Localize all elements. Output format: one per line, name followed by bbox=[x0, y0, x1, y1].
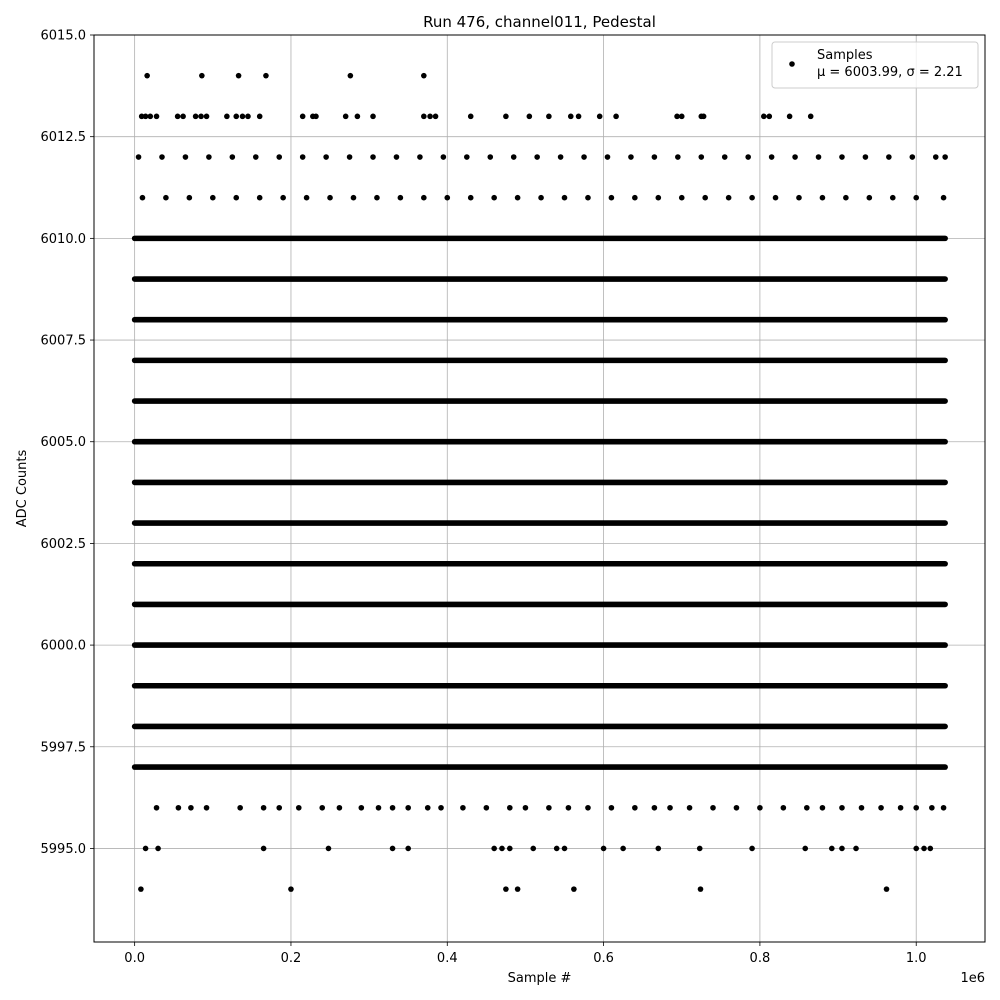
data-point bbox=[601, 846, 607, 852]
data-point bbox=[233, 114, 239, 120]
data-point bbox=[337, 805, 343, 811]
data-point bbox=[276, 805, 282, 811]
data-point bbox=[405, 805, 411, 811]
legend-stats: μ = 6003.99, σ = 2.21 bbox=[817, 65, 963, 80]
data-point bbox=[233, 195, 239, 201]
y-tick-label: 5995.0 bbox=[40, 841, 86, 857]
data-point bbox=[261, 805, 267, 811]
data-point bbox=[147, 114, 153, 120]
y-tick-label: 6002.5 bbox=[40, 536, 86, 552]
data-point bbox=[507, 805, 513, 811]
data-point bbox=[697, 846, 703, 852]
data-point bbox=[323, 154, 329, 160]
data-point bbox=[253, 154, 259, 160]
data-point bbox=[792, 154, 798, 160]
data-point bbox=[927, 846, 933, 852]
data-point bbox=[427, 114, 433, 120]
data-point bbox=[829, 846, 835, 852]
data-point bbox=[433, 114, 439, 120]
data-point bbox=[839, 154, 845, 160]
data-point bbox=[941, 805, 947, 811]
legend bbox=[772, 42, 978, 88]
data-point bbox=[230, 154, 236, 160]
data-point bbox=[843, 195, 849, 201]
data-point bbox=[188, 805, 194, 811]
data-point bbox=[538, 195, 544, 201]
data-point bbox=[898, 805, 904, 811]
data-point bbox=[761, 114, 767, 120]
data-point bbox=[468, 114, 474, 120]
data-point bbox=[816, 154, 822, 160]
x-tick-label: 0.6 bbox=[593, 951, 614, 966]
data-point bbox=[726, 195, 732, 201]
x-axis-title: Sample # bbox=[507, 971, 572, 986]
data-point bbox=[773, 195, 779, 201]
data-point bbox=[199, 73, 205, 79]
data-point bbox=[839, 805, 845, 811]
data-point bbox=[313, 114, 319, 120]
data-point bbox=[523, 805, 529, 811]
data-point bbox=[154, 114, 160, 120]
data-point bbox=[280, 195, 286, 201]
data-point bbox=[566, 805, 572, 811]
data-point bbox=[263, 73, 269, 79]
data-point bbox=[176, 805, 182, 811]
data-point bbox=[327, 195, 333, 201]
data-point bbox=[722, 154, 728, 160]
data-point bbox=[769, 154, 775, 160]
data-point bbox=[867, 195, 873, 201]
data-point bbox=[143, 846, 149, 852]
data-point bbox=[890, 195, 896, 201]
data-point bbox=[679, 195, 685, 201]
data-point bbox=[300, 114, 306, 120]
data-point bbox=[597, 114, 603, 120]
data-point bbox=[804, 805, 810, 811]
data-point bbox=[515, 886, 521, 892]
data-point bbox=[652, 154, 658, 160]
data-point bbox=[757, 805, 763, 811]
data-point bbox=[581, 154, 587, 160]
data-point bbox=[405, 846, 411, 852]
data-point bbox=[421, 73, 427, 79]
data-point bbox=[667, 805, 673, 811]
data-point bbox=[503, 886, 509, 892]
y-tick-label: 6007.5 bbox=[40, 333, 86, 349]
data-point bbox=[210, 195, 216, 201]
data-point bbox=[464, 154, 470, 160]
data-point bbox=[390, 846, 396, 852]
data-point bbox=[390, 805, 396, 811]
data-point bbox=[257, 114, 263, 120]
data-point bbox=[425, 805, 431, 811]
data-point bbox=[180, 114, 186, 120]
data-point bbox=[562, 846, 568, 852]
data-point bbox=[183, 154, 189, 160]
data-point bbox=[491, 195, 497, 201]
data-point bbox=[687, 805, 693, 811]
data-point bbox=[749, 846, 755, 852]
data-point bbox=[198, 114, 204, 120]
plot-area bbox=[94, 35, 985, 942]
x-axis-offset-label: 1e6 bbox=[960, 971, 985, 986]
data-point bbox=[933, 154, 939, 160]
legend-marker bbox=[789, 61, 795, 67]
data-point bbox=[187, 195, 193, 201]
data-point bbox=[444, 195, 450, 201]
data-point bbox=[585, 805, 591, 811]
data-point bbox=[853, 846, 859, 852]
data-point bbox=[175, 114, 181, 120]
data-point bbox=[394, 154, 400, 160]
data-point bbox=[343, 114, 349, 120]
data-point bbox=[503, 114, 509, 120]
data-point bbox=[204, 805, 210, 811]
data-point bbox=[558, 154, 564, 160]
data-point bbox=[159, 154, 165, 160]
data-point bbox=[240, 114, 246, 120]
data-point bbox=[193, 114, 199, 120]
data-point bbox=[204, 114, 210, 120]
data-point bbox=[438, 805, 444, 811]
data-point bbox=[863, 154, 869, 160]
data-point bbox=[138, 886, 144, 892]
data-point bbox=[675, 154, 681, 160]
data-point bbox=[359, 805, 365, 811]
x-tick-label: 0.2 bbox=[280, 951, 302, 966]
data-point bbox=[568, 114, 574, 120]
data-point bbox=[417, 154, 423, 160]
data-point bbox=[534, 154, 540, 160]
data-point bbox=[136, 154, 142, 160]
data-point bbox=[787, 114, 793, 120]
data-point bbox=[929, 805, 935, 811]
data-point bbox=[609, 195, 615, 201]
data-point bbox=[820, 805, 826, 811]
y-axis-title: ADC Counts bbox=[15, 449, 30, 528]
data-point bbox=[613, 114, 619, 120]
data-point bbox=[679, 114, 685, 120]
data-point bbox=[261, 846, 267, 852]
data-point bbox=[487, 154, 493, 160]
data-point bbox=[921, 846, 927, 852]
x-tick-label: 1.0 bbox=[905, 951, 927, 966]
x-tick-label: 0.8 bbox=[749, 951, 771, 966]
data-point bbox=[374, 195, 380, 201]
data-point bbox=[734, 805, 740, 811]
data-point bbox=[796, 195, 802, 201]
data-point bbox=[236, 73, 242, 79]
legend-series-name: Samples bbox=[817, 48, 873, 63]
data-point bbox=[585, 195, 591, 201]
data-point bbox=[820, 195, 826, 201]
data-point bbox=[511, 154, 517, 160]
data-point bbox=[632, 195, 638, 201]
data-point bbox=[609, 805, 615, 811]
data-point bbox=[808, 114, 814, 120]
data-point bbox=[886, 154, 892, 160]
data-point bbox=[460, 805, 466, 811]
data-point bbox=[224, 114, 230, 120]
data-point bbox=[484, 805, 490, 811]
y-tick-label: 5997.5 bbox=[40, 740, 86, 756]
data-point bbox=[326, 846, 332, 852]
data-point bbox=[628, 154, 634, 160]
data-point bbox=[154, 805, 160, 811]
data-point bbox=[398, 195, 404, 201]
data-point bbox=[652, 805, 658, 811]
data-point bbox=[206, 154, 212, 160]
y-tick-label: 6012.5 bbox=[40, 130, 86, 146]
data-point bbox=[245, 114, 251, 120]
data-point bbox=[257, 195, 263, 201]
data-point bbox=[632, 805, 638, 811]
data-point bbox=[562, 195, 568, 201]
data-point bbox=[421, 195, 427, 201]
data-point bbox=[781, 805, 787, 811]
data-point bbox=[355, 114, 361, 120]
data-point bbox=[319, 805, 325, 811]
data-point bbox=[605, 154, 611, 160]
data-point bbox=[656, 195, 662, 201]
data-point bbox=[370, 114, 376, 120]
x-tick-label: 0.0 bbox=[124, 951, 145, 966]
data-point bbox=[530, 846, 536, 852]
data-point bbox=[701, 114, 707, 120]
data-point bbox=[802, 846, 808, 852]
data-point bbox=[296, 805, 302, 811]
data-point bbox=[878, 805, 884, 811]
data-point bbox=[656, 846, 662, 852]
data-point bbox=[499, 846, 505, 852]
data-point bbox=[698, 154, 704, 160]
y-tick-label: 6010.0 bbox=[40, 231, 86, 247]
data-point bbox=[546, 805, 552, 811]
data-point bbox=[276, 154, 282, 160]
data-point bbox=[913, 846, 919, 852]
data-point bbox=[304, 195, 310, 201]
data-point bbox=[913, 195, 919, 201]
data-point bbox=[710, 805, 716, 811]
data-point bbox=[576, 114, 582, 120]
data-point bbox=[507, 846, 513, 852]
data-point bbox=[155, 846, 161, 852]
data-point bbox=[702, 195, 708, 201]
data-point bbox=[441, 154, 447, 160]
y-tick-label: 6005.0 bbox=[40, 435, 86, 451]
data-point bbox=[942, 154, 948, 160]
data-point bbox=[571, 886, 577, 892]
x-tick-label: 0.4 bbox=[436, 951, 458, 966]
data-point bbox=[347, 154, 353, 160]
data-point bbox=[288, 886, 294, 892]
data-point bbox=[376, 805, 382, 811]
data-point bbox=[163, 195, 169, 201]
data-point bbox=[300, 154, 306, 160]
data-point bbox=[749, 195, 755, 201]
data-point bbox=[351, 195, 357, 201]
data-point bbox=[884, 886, 890, 892]
data-point bbox=[766, 114, 772, 120]
chart-title: Run 476, channel011, Pedestal bbox=[423, 13, 656, 31]
data-point bbox=[859, 805, 865, 811]
data-point bbox=[421, 114, 427, 120]
data-point bbox=[941, 195, 947, 201]
data-point bbox=[468, 195, 474, 201]
data-point bbox=[515, 195, 521, 201]
y-tick-label: 6015.0 bbox=[40, 28, 86, 44]
data-point bbox=[491, 846, 497, 852]
data-point bbox=[745, 154, 751, 160]
y-tick-label: 6000.0 bbox=[40, 638, 86, 654]
data-point bbox=[910, 154, 916, 160]
data-point bbox=[140, 195, 146, 201]
data-point bbox=[348, 73, 354, 79]
data-point bbox=[144, 73, 150, 79]
data-point bbox=[698, 886, 704, 892]
data-point bbox=[237, 805, 243, 811]
data-point bbox=[913, 805, 919, 811]
data-point bbox=[370, 154, 376, 160]
data-point bbox=[620, 846, 626, 852]
data-point bbox=[839, 846, 845, 852]
data-point bbox=[554, 846, 560, 852]
data-point bbox=[527, 114, 533, 120]
data-point bbox=[546, 114, 552, 120]
